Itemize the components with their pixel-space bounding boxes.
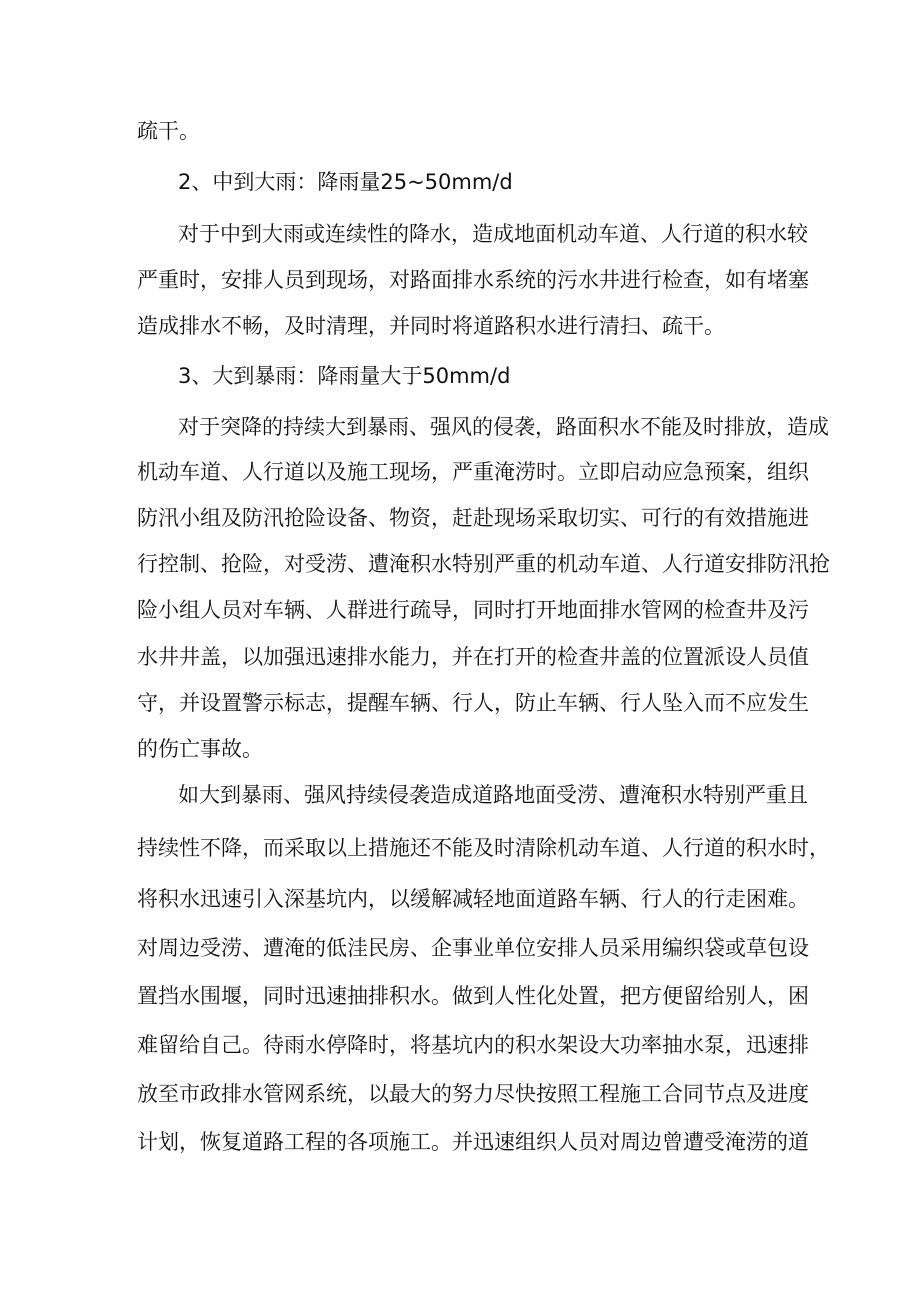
section-heading-heavy-rainstorm: 3、大到暴雨：降雨量大于50mm/d <box>178 364 511 388</box>
text-line: 机动车道、人行道以及施工现场，严重淹涝时。立即启动应急预案，组织 <box>137 460 809 484</box>
text-line: 行控制、抢险，对受涝、遭淹积水特别严重的机动车道、人行道安排防汛抢 <box>137 552 830 576</box>
text-line: 对于突降的持续大到暴雨、强风的侵袭，路面积水不能及时排放，造成 <box>178 415 829 439</box>
text-line: 放至市政排水管网系统，以最大的努力尽快按照工程施工合同节点及进度 <box>137 1082 809 1106</box>
text-line: 难留给自己。待雨水停降时，将基坑内的积水架设大功率抽水泵，迅速排 <box>137 1033 809 1057</box>
text-line: 疏干。 <box>137 119 200 143</box>
text-line: 守，并设置警示标志，提醒车辆、行人，防止车辆、行人坠入而不应发生 <box>137 691 809 715</box>
text-line: 如大到暴雨、强风持续侵袭造成道路地面受涝、遭淹积水特别严重且 <box>178 783 808 807</box>
text-line: 将积水迅速引入深基坑内，以缓解减轻地面道路车辆、行人的行走困难。 <box>137 887 809 911</box>
text-line: 严重时，安排人员到现场，对路面排水系统的污水井进行检查，如有堵塞 <box>137 268 809 292</box>
text-line: 水井井盖，以加强迅速排水能力，并在打开的检查井盖的位置派设人员值 <box>137 645 809 669</box>
text-line: 防汛小组及防汛抢险设备、物资，赶赴现场采取切实、可行的有效措施进 <box>137 506 809 530</box>
text-line: 险小组人员对车辆、人群进行疏导，同时打开地面排水管网的检查井及污 <box>137 598 809 622</box>
text-line: 持续性不降，而采取以上措施还不能及时清除机动车道、人行道的积水时， <box>137 836 830 860</box>
text-line: 计划，恢复道路工程的各项施工。并迅速组织人员对周边曾遭受淹涝的道 <box>137 1130 809 1154</box>
text-line: 的伤亡事故。 <box>137 737 263 761</box>
text-line: 造成排水不畅，及时清理，并同时将道路积水进行清扫、疏干。 <box>137 314 725 338</box>
text-line: 置挡水围堰，同时迅速抽排积水。做到人性化处置，把方便留给别人，困 <box>137 984 809 1008</box>
text-line: 对周边受涝、遭淹的低洼民房、企事业单位安排人员采用编织袋或草包设 <box>137 936 809 960</box>
section-heading-moderate-heavy-rain: 2、中到大雨：降雨量25~50mm/d <box>178 170 513 194</box>
text-line: 对于中到大雨或连续性的降水，造成地面机动车道、人行道的积水较 <box>178 222 808 246</box>
